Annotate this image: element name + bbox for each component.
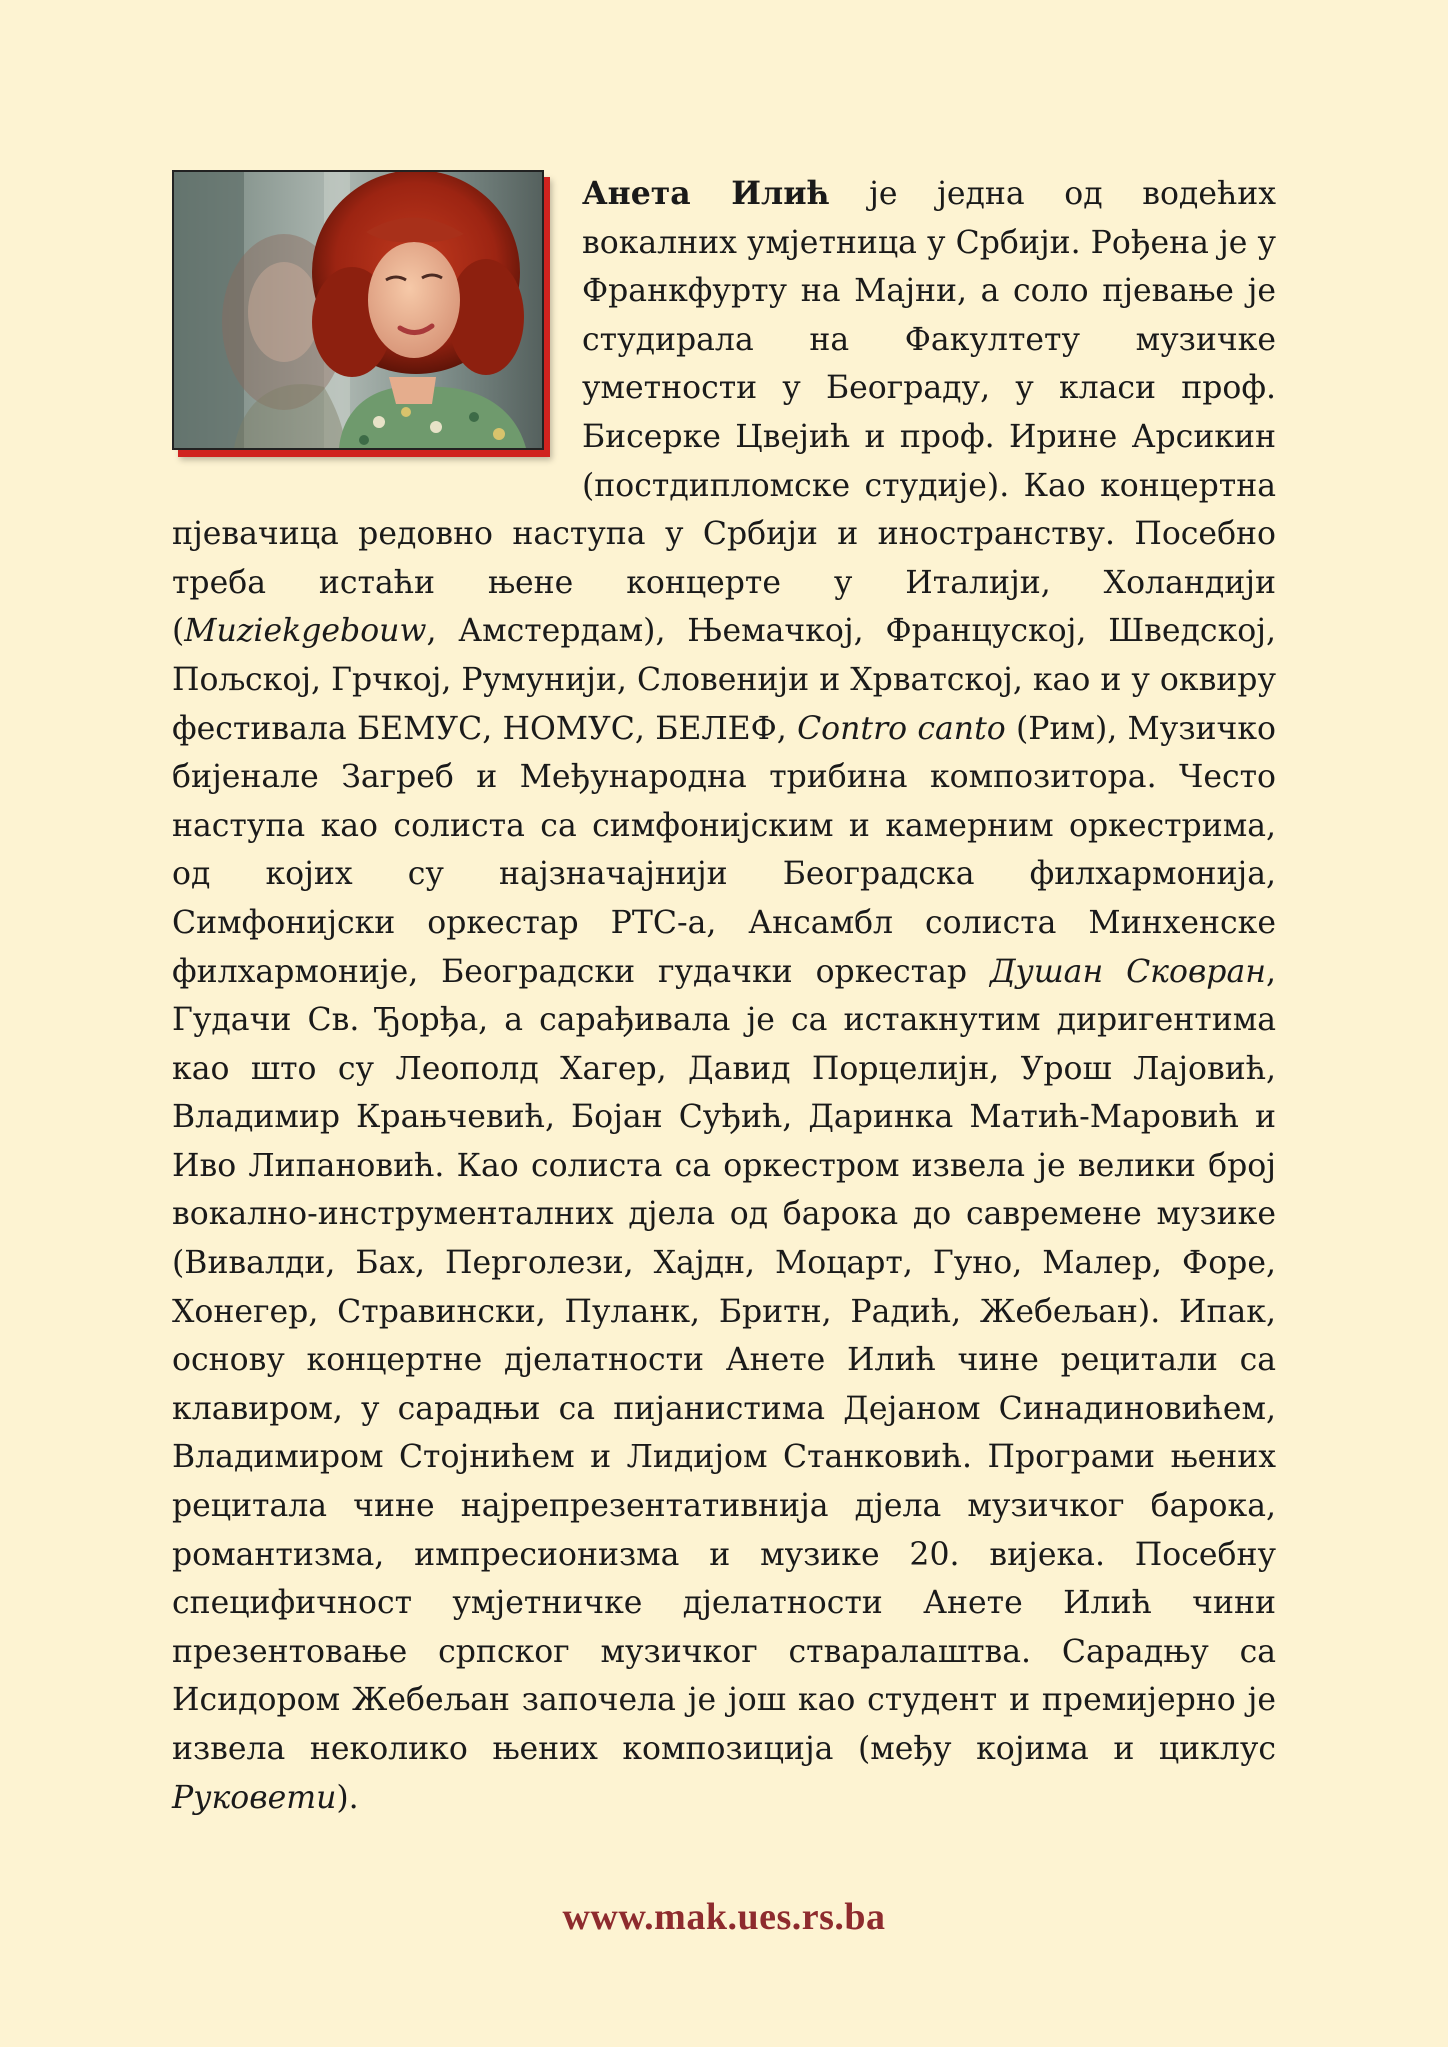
- festival-contro-canto: Contro canto: [797, 710, 1006, 747]
- bio-text-part-1: је једна од водећих вокалних умјетница у Србији. Рођена је у Франкфурту на Мајни, а соло пјевање је студирала на Факултету музичке уметности у Београду, у класи проф. Бисерке Цвејић и проф. Ирине Арсикин (постдипломске студије). Као концертна пјевачица редовно наступа у Србији и иностранству. Посебно треба истаћи њене концерте у Италији, Холандији (: [172, 176, 1277, 650]
- artist-name: Анета Илић: [582, 175, 830, 212]
- article-body: [172, 170, 1276, 1822]
- orchestra-dusan-skovran: Душан Сковран: [989, 953, 1266, 990]
- cycle-rukoveti: Руковети: [172, 1779, 337, 1816]
- portrait-frame: [172, 170, 546, 456]
- bio-text-part-4: , Гудачи Св. Ђорђа, а сарађивала је са истакнутим диригентима као што су Леополд Хагер, Давид Порцелијн, Урош Лајовић, Владимир Крањчевић, Бојан Суђић, Даринка Матић-Маровић и Иво Липановић. Као солиста са оркестром извела је велики број вокално-инструменталних дјела од барока до савремене музике (Вивалди, Бах, Перголези, Хајдн, Моцарт, Гуно, Малер, Форе, Хонегер, Стравински, Пуланк, Бритн, Радић, Жебељан). Ипак, основу концертне дјелатности Анете Илић чине рецитали са клавиром, у сарадњи са пијанистима Дејаном Синадиновићем, Владимиром Стојнићем и Лидијом Станковић. Програми њених рецитала чине најрепрезентативнија дјела музичког барока, романтизма, импресионизма и музике 20. вијека. Посебну специфичност умјетничке дјелатности Анете Илић чини презентовање српског музичког стваралаштва. Сарадњу са Исидором Жебељан започела је још као студент и премијерно је извела неколико њених композиција (међу којима и циклус: [172, 953, 1276, 1767]
- bio-text-part-2: , Амстердам), Њемачкој, Француској, Шведској, Пољској, Грчкој, Румунији, Словенији и Хрватској, као и у оквиру фестивала БЕМУС, НОМУС, БЕЛЕФ,: [172, 613, 1276, 747]
- venue-muziekgebouw: Muziekgebouw: [184, 613, 427, 650]
- bio-text-part-5: ).: [336, 1779, 359, 1816]
- footer-website-link[interactable]: www.mak.ues.rs.ba: [562, 1896, 886, 1938]
- portrait-photo: [172, 170, 544, 450]
- bio-text-part-3: (Рим), Музичко бијенале Загреб и Међународна трибина композитора. Често наступа као солиста са симфонијским и камерним оркестрима, од којих су најзначајнији Београдска филхармонија, Симфонијски оркестар РТС-а, Ансамбл солиста Минхенске филхармоније, Београдски гудачки оркестар: [172, 710, 1276, 990]
